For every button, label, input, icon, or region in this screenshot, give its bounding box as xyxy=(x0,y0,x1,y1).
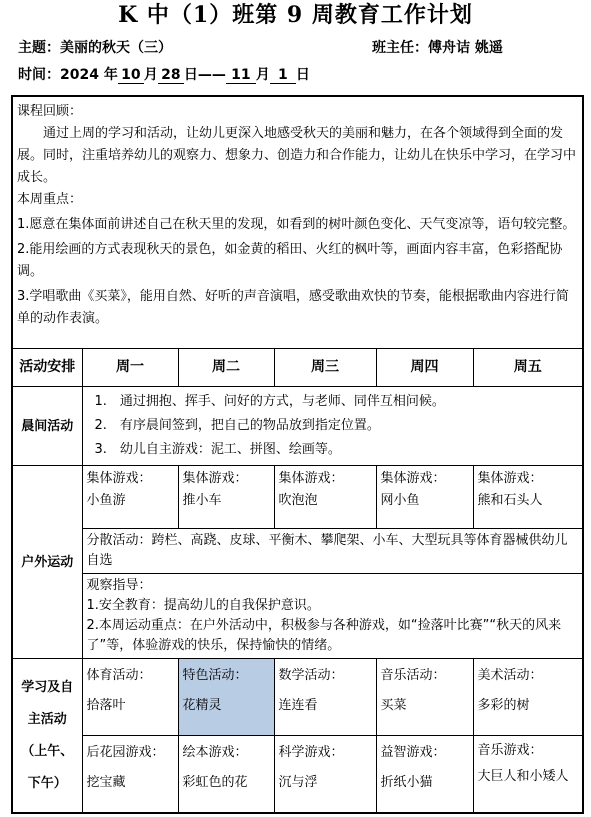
game-name: 小鱼游 xyxy=(86,493,126,508)
activity-name: 花精灵 xyxy=(182,698,222,713)
guide-heading: 观察指导： xyxy=(86,578,152,593)
outdoor-game-fri xyxy=(473,466,583,529)
time-suffix: 日 xyxy=(295,67,310,83)
study-thu-2 xyxy=(376,736,473,814)
game-name: 熊和石头人 xyxy=(477,493,543,508)
header-tue: 周二 xyxy=(178,349,274,387)
activity-type: 音乐游戏： xyxy=(477,743,543,758)
focus-point-2: 2.能用绘画的方式表现秋天的景色，如金黄的稻田、火红的枫叶等，画面内容丰富，色彩搭配协调。 xyxy=(17,242,563,279)
time-mid3: 月 xyxy=(255,67,270,83)
morning-item-3: 3. 幼儿自主游戏：泥工、拼图、绘画等。 xyxy=(94,442,341,457)
morning-item-2: 2. 有序晨间签到，把自己的物品放到指定位置。 xyxy=(94,418,380,433)
theme-label: 主题：美丽的秋天（三） xyxy=(18,40,172,56)
morning-cell xyxy=(82,387,583,466)
review-body: 通过上周的学习和活动，让幼儿更深入地感受秋天的美丽和魅力，在各个领域得到全面的发展。同时，注重培养幼儿的观察力、想象力、创造力和合作能力，让幼儿在快乐中学习，在学习中成长。 xyxy=(17,126,577,185)
study-fri-2 xyxy=(473,736,583,814)
activity-type: 数学活动： xyxy=(278,668,344,683)
outdoor-game-tue xyxy=(178,466,274,529)
study-label-4: 下午） xyxy=(27,775,67,791)
study-label xyxy=(12,659,82,814)
time-mid2: 日—— xyxy=(183,67,226,83)
activity-type: 绘本游戏： xyxy=(182,745,248,760)
outdoor-guide-row xyxy=(12,574,583,659)
morning-label: 晨间活动 xyxy=(12,387,82,466)
activity-type: 特色活动： xyxy=(182,668,248,683)
study-thu-1 xyxy=(376,659,473,736)
activity-type: 美术活动： xyxy=(477,668,543,683)
teacher-label: 班主任：傅舟诘 姚遥 xyxy=(372,40,503,56)
activity-name: 拾落叶 xyxy=(86,698,126,713)
study-wed-2 xyxy=(274,736,376,814)
review-cell xyxy=(12,96,583,349)
outdoor-game-thu xyxy=(376,466,473,529)
game-type: 集体游戏： xyxy=(380,471,446,486)
game-type: 集体游戏： xyxy=(86,471,152,486)
header-row xyxy=(12,349,583,387)
study-tue-1 xyxy=(178,659,274,736)
outdoor-game-mon xyxy=(82,466,178,529)
activity-name: 挖宝藏 xyxy=(86,775,126,790)
activity-name: 连连看 xyxy=(278,698,318,713)
outdoor-scatter: 分散活动：跨栏、高跷、皮球、平衡木、攀爬架、小车、大型玩具等体育器械供幼儿自选 xyxy=(82,529,583,574)
focus-point-1: 1.愿意在集体面前讲述自己在秋天里的发现，如看到的树叶颜色变化、天气变凉等，语句较完整。 xyxy=(17,217,576,232)
study-row-2 xyxy=(12,736,583,814)
morning-item-1: 1. 通过拥抱、挥手、问好的方式，与老师、同伴互相问候。 xyxy=(94,394,445,409)
header-thu: 周四 xyxy=(376,349,473,387)
guide-item-1: 1.安全教育：提高幼儿的自我保护意识。 xyxy=(86,598,320,613)
focus-point-3: 3.学唱歌曲《买菜》，能用自然、好听的声音演唱，感受歌曲欢快的节奏，能根据歌曲内容进行简单的动作表演。 xyxy=(17,289,569,326)
time-mid1: 月 xyxy=(143,67,158,83)
study-wed-1 xyxy=(274,659,376,736)
study-label-1: 学习及自 xyxy=(21,679,74,695)
study-label-3: （上午、 xyxy=(21,743,74,759)
focus-heading: 本周重点： xyxy=(17,192,83,207)
activity-name: 多彩的树 xyxy=(477,698,530,713)
study-mon-2 xyxy=(82,736,178,814)
page-title: K 中（1）班第 9 周教育工作计划 xyxy=(118,2,473,28)
review-heading: 课程回顾： xyxy=(17,104,83,119)
time-prefix: 时间：2024 年 xyxy=(18,67,118,83)
header-label: 活动安排 xyxy=(12,349,82,387)
start-day: 28 xyxy=(158,67,184,84)
activity-name: 折纸小猫 xyxy=(380,775,433,790)
outdoor-scatter-row xyxy=(12,529,583,574)
header-mon: 周一 xyxy=(82,349,178,387)
game-name: 吹泡泡 xyxy=(278,493,318,508)
activity-type: 体育活动： xyxy=(86,668,152,683)
game-type: 集体游戏： xyxy=(477,471,543,486)
study-tue-2 xyxy=(178,736,274,814)
outdoor-guide-cell xyxy=(82,574,583,659)
guide-item-2: 2.本周运动重点：在户外活动中，积极参与各种游戏，如“捡落叶比赛”“秋天的风来了”等，体验游戏的快乐，保持愉快的情绪。 xyxy=(86,618,562,653)
start-month: 10 xyxy=(118,67,144,84)
activity-name: 沉与浮 xyxy=(278,775,318,790)
end-month: 11 xyxy=(226,67,256,84)
study-row-1 xyxy=(12,659,583,736)
study-label-2: 主活动 xyxy=(27,711,67,727)
activity-type: 科学游戏： xyxy=(278,745,344,760)
outdoor-game-wed xyxy=(274,466,376,529)
game-type: 集体游戏： xyxy=(182,471,248,486)
plan-table xyxy=(11,95,584,814)
activity-name: 买菜 xyxy=(380,698,407,713)
end-day: 1 xyxy=(270,67,296,84)
game-name: 推小车 xyxy=(182,493,222,508)
activity-name: 彩虹色的花 xyxy=(182,775,248,790)
activity-name: 大巨人和小矮人 xyxy=(477,769,569,784)
outdoor-games-row xyxy=(12,466,583,529)
header-wed: 周三 xyxy=(274,349,376,387)
activity-type: 音乐活动： xyxy=(380,668,446,683)
morning-row xyxy=(12,387,583,466)
header-fri: 周五 xyxy=(473,349,583,387)
activity-type: 益智游戏： xyxy=(380,745,446,760)
study-mon-1 xyxy=(82,659,178,736)
outdoor-label: 户外运动 xyxy=(12,466,82,659)
time-row xyxy=(18,64,578,86)
study-fri-1 xyxy=(473,659,583,736)
game-name: 网小鱼 xyxy=(380,493,420,508)
activity-type: 后花园游戏： xyxy=(86,745,165,760)
game-type: 集体游戏： xyxy=(278,471,344,486)
meta-row xyxy=(18,37,578,59)
